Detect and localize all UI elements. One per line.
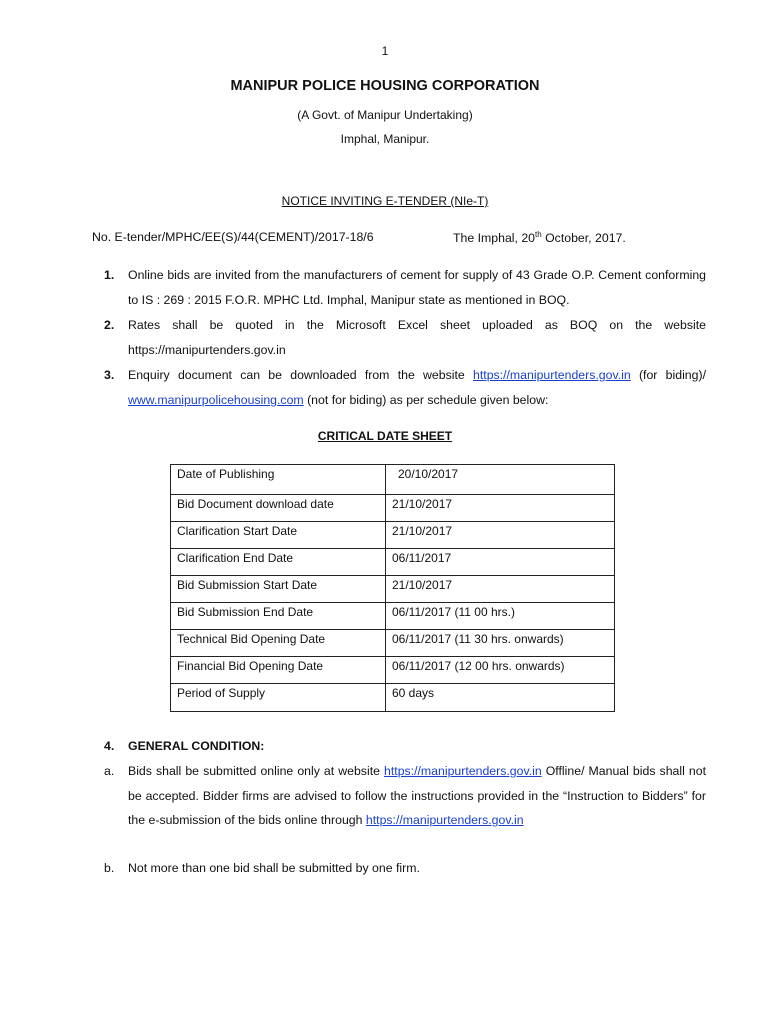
date-label: Period of Supply	[171, 684, 386, 712]
date-value: 21/10/2017	[386, 495, 615, 522]
critical-date-table	[170, 464, 615, 712]
manipurtenders-link[interactable]: https://manipurtenders.gov.in	[473, 368, 631, 382]
notice-date	[453, 230, 626, 245]
clause-2	[104, 313, 706, 363]
general-condition-title: GENERAL CONDITION:	[128, 739, 265, 753]
clause-text: Rates shall be quoted in the Microsoft Excel sheet uploaded as BOQ on the website https://manipurtenders.gov.in	[128, 318, 706, 357]
date-label: Date of Publishing	[171, 465, 386, 495]
table-row	[171, 495, 615, 522]
date-value: 06/11/2017 (11 30 hrs. onwards)	[386, 630, 615, 657]
notice-title: NOTICE INVITING E-TENDER (NIe-T)	[281, 194, 489, 208]
date-label: Technical Bid Opening Date	[171, 630, 386, 657]
condition-text	[128, 759, 706, 833]
date-value: 21/10/2017	[386, 576, 615, 603]
table-row	[171, 603, 615, 630]
page-number: 1	[381, 44, 389, 58]
notice-date-sup: th	[535, 230, 542, 239]
date-value: 20/10/2017	[386, 465, 615, 495]
table-row	[171, 684, 615, 712]
condition-text-part: Offline/ Manual bids shall not be accepted. Bidder firms are advised to follow the instructions provided in the “Instruction to Bidders” for the e-submission of the bids online through	[128, 764, 706, 827]
condition-text: Not more than one bid shall be submitted by one firm.	[128, 861, 420, 875]
condition-text-part: Bids shall be submitted online only at website	[128, 764, 385, 778]
date-value: 06/11/2017 (12 00 hrs. onwards)	[386, 657, 615, 684]
table-row	[171, 657, 615, 684]
table-row	[171, 522, 615, 549]
date-label: Bid Document download date	[171, 495, 386, 522]
clause-1	[104, 263, 706, 313]
table-row	[171, 630, 615, 657]
clause-number: 3.	[104, 368, 115, 382]
clause-text-part: Enquiry document can be downloaded from the website	[128, 368, 474, 382]
organization-subtitle: (A Govt. of Manipur Undertaking)	[297, 108, 473, 122]
clause-number: 4.	[104, 739, 115, 753]
table-row	[171, 465, 615, 495]
condition-letter: a.	[104, 764, 115, 778]
date-label: Bid Submission Start Date	[171, 576, 386, 603]
general-condition-heading	[104, 739, 264, 753]
manipurtenders-link[interactable]: https://manipurtenders.gov.in	[365, 813, 524, 827]
clause-number: 1.	[104, 268, 115, 282]
date-label: Financial Bid Opening Date	[171, 657, 386, 684]
critical-date-sheet-title: CRITICAL DATE SHEET	[317, 429, 453, 443]
manipurtenders-link[interactable]: https://manipurtenders.gov.in	[384, 764, 542, 778]
condition-b	[104, 856, 706, 881]
table-row	[171, 576, 615, 603]
organization-location: Imphal, Manipur.	[340, 132, 430, 146]
clause-number: 2.	[104, 318, 115, 332]
clause-3	[104, 363, 706, 413]
clause-text	[128, 363, 706, 413]
clause-text-part: (for biding)/	[630, 368, 706, 382]
clause-text-part: (not for biding) as per schedule given below:	[303, 393, 549, 407]
manipurpolicehousing-link[interactable]: www.manipurpolicehousing.com	[128, 393, 304, 407]
organization-title: MANIPUR POLICE HOUSING CORPORATION	[230, 78, 540, 94]
reference-number: No. E-tender/MPHC/EE(S)/44(CEMENT)/2017-18/6	[92, 230, 374, 244]
date-value: 60 days	[386, 684, 615, 712]
condition-a	[104, 759, 706, 833]
condition-letter: b.	[104, 861, 115, 875]
date-value: 21/10/2017	[386, 522, 615, 549]
clause-text: Online bids are invited from the manufacturers of cement for supply of 43 Grade O.P. Cement conforming to IS : 269 : 2015 F.O.R. MPHC Ltd. Imphal, Manipur state as mentioned in BOQ.	[128, 268, 706, 307]
date-value: 06/11/2017	[386, 549, 615, 576]
date-label: Bid Submission End Date	[171, 603, 386, 630]
date-label: Clarification Start Date	[171, 522, 386, 549]
date-value: 06/11/2017 (11 00 hrs.)	[386, 603, 615, 630]
date-label: Clarification End Date	[171, 549, 386, 576]
table-row	[171, 549, 615, 576]
notice-date-suffix: October, 2017.	[541, 231, 626, 246]
notice-date-prefix: The Imphal, 20	[453, 231, 536, 246]
